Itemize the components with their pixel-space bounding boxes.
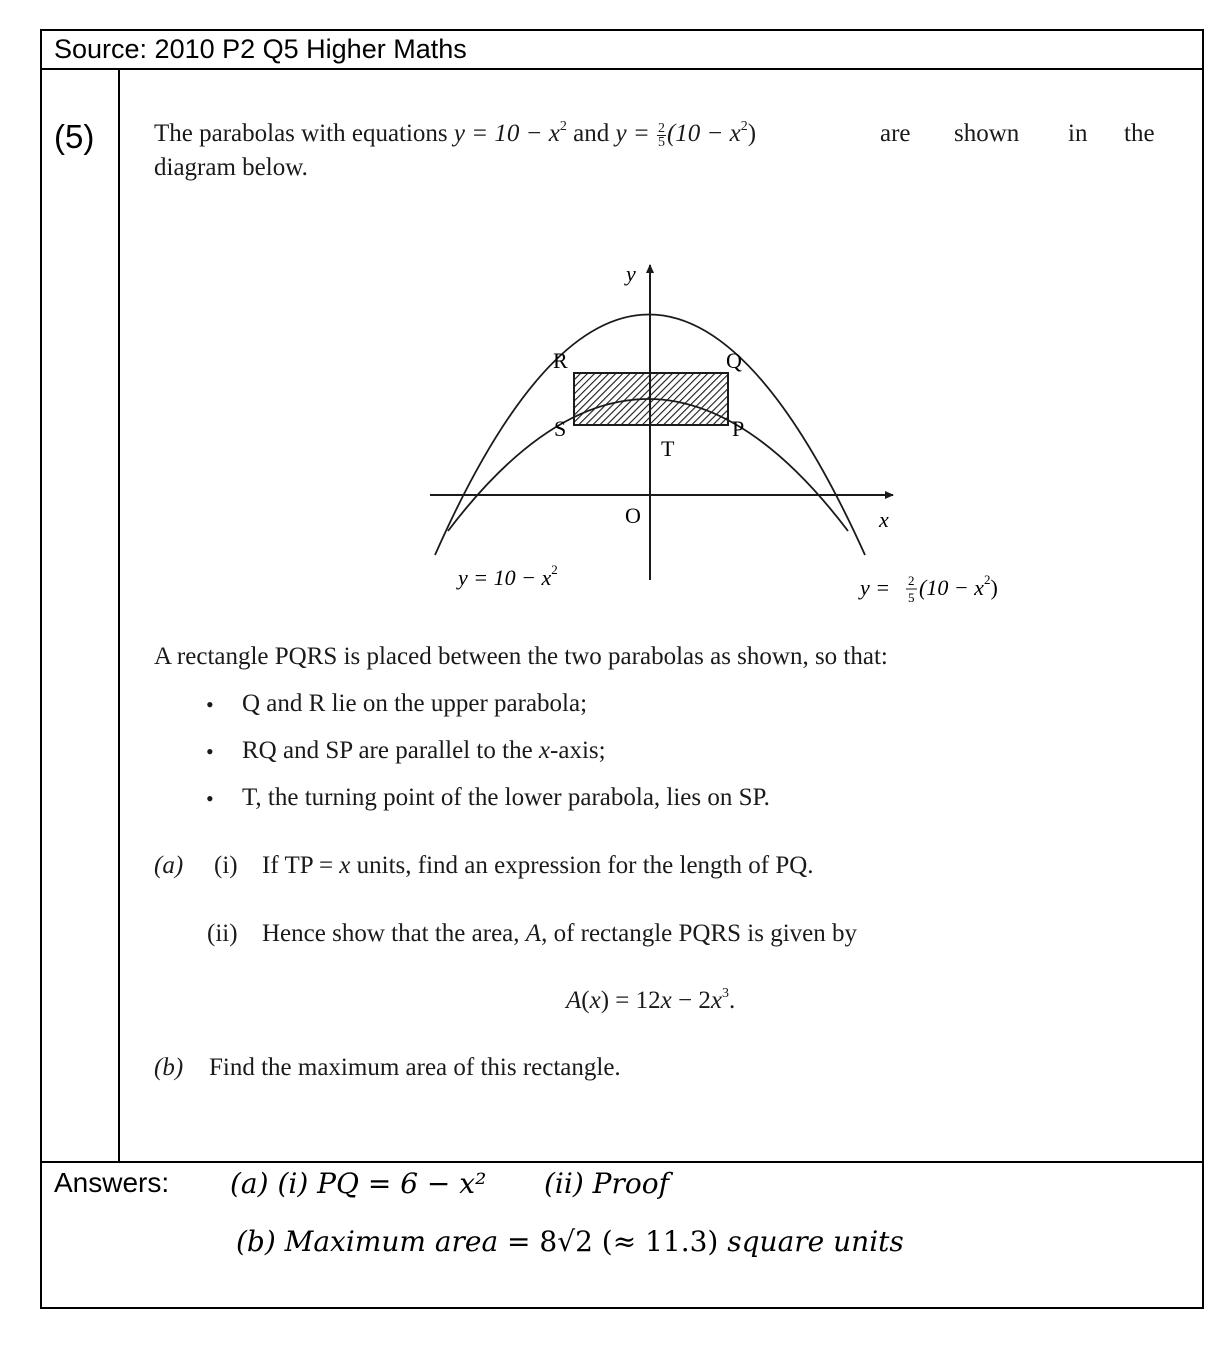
origin-label: O — [625, 503, 641, 528]
part-b-label: (b) — [154, 1054, 184, 1081]
part-a-ii-text: Hence show that the area, A, of rectangle PQRS is given by — [262, 920, 857, 947]
intro-word-shown: shown — [954, 120, 1020, 147]
intro-word-are: are — [880, 120, 911, 147]
question-sheet — [40, 29, 1204, 1309]
bullet-dot: • — [206, 692, 214, 717]
answer-a-ii: (ii) Proof — [544, 1167, 669, 1200]
intro-line-2: diagram below. — [154, 154, 308, 181]
lower-label-frac-den: 5 — [908, 590, 915, 605]
intro-word-in: in — [1068, 120, 1088, 147]
part-a-label: (a) — [154, 852, 184, 879]
rectangle-intro: A rectangle PQRS is placed between the two parabolas as shown, so that: — [154, 643, 888, 670]
intro-word-the: the — [1124, 120, 1155, 147]
point-q-label: Q — [726, 348, 742, 373]
source-label: Source: 2010 P2 Q5 Higher Maths — [54, 34, 467, 64]
answer-b: (b) Maximum area = 8√2 (≈ 11.3) square units — [236, 1225, 904, 1258]
answers-label: Answers: — [54, 1167, 170, 1198]
bullet-dot: • — [206, 739, 214, 764]
y-axis-label: y — [626, 261, 636, 286]
question-number: (5) — [54, 118, 95, 155]
point-p-label: P — [732, 416, 745, 441]
bullet-1: Q and R lie on the upper parabola; — [242, 690, 588, 717]
point-t-label: T — [661, 436, 675, 461]
bullet-dot: • — [206, 786, 214, 811]
fraction-two-fifths: $\frac{2}{5}$ — [657, 120, 665, 150]
part-a-ii-label: (ii) — [207, 920, 238, 947]
parabola-diagram — [380, 255, 1020, 615]
source-row — [42, 31, 1202, 70]
bullet-3: T, the turning point of the lower parabola, lies on SP. — [242, 784, 770, 811]
part-b-text: Find the maximum area of this rectangle. — [209, 1054, 621, 1081]
area-formula: $A(x) = 12x - 2x^3$. — [566, 986, 736, 1014]
lower-parabola-label: y = — [860, 575, 891, 600]
intro-line-1: The parabolas with equations $y = 10 - x^2$ and y = $\frac{2}{5}$ $(10 - x^2)$ — [154, 119, 757, 150]
answers-row — [42, 1161, 1202, 1309]
lower-parabola-label-rest: $(10 - x^2)$ — [919, 572, 998, 600]
bullet-2: RQ and SP are parallel to the x-axis; — [242, 737, 606, 764]
point-r-label: R — [553, 348, 568, 373]
x-axis-label: x — [879, 507, 889, 532]
lower-label-frac-num: 2 — [908, 573, 915, 588]
point-s-label: S — [554, 416, 567, 441]
part-a-i-text: If TP = x units, find an expression for the length of PQ. — [262, 852, 814, 879]
answer-a-i: (a) (i) PQ = 6 − x² — [230, 1167, 487, 1200]
part-a-i-label: (i) — [214, 852, 238, 879]
question-number-column — [42, 70, 120, 1161]
upper-parabola-label: $y = 10 - x^2$ — [458, 562, 558, 590]
question-body — [120, 70, 1204, 1161]
